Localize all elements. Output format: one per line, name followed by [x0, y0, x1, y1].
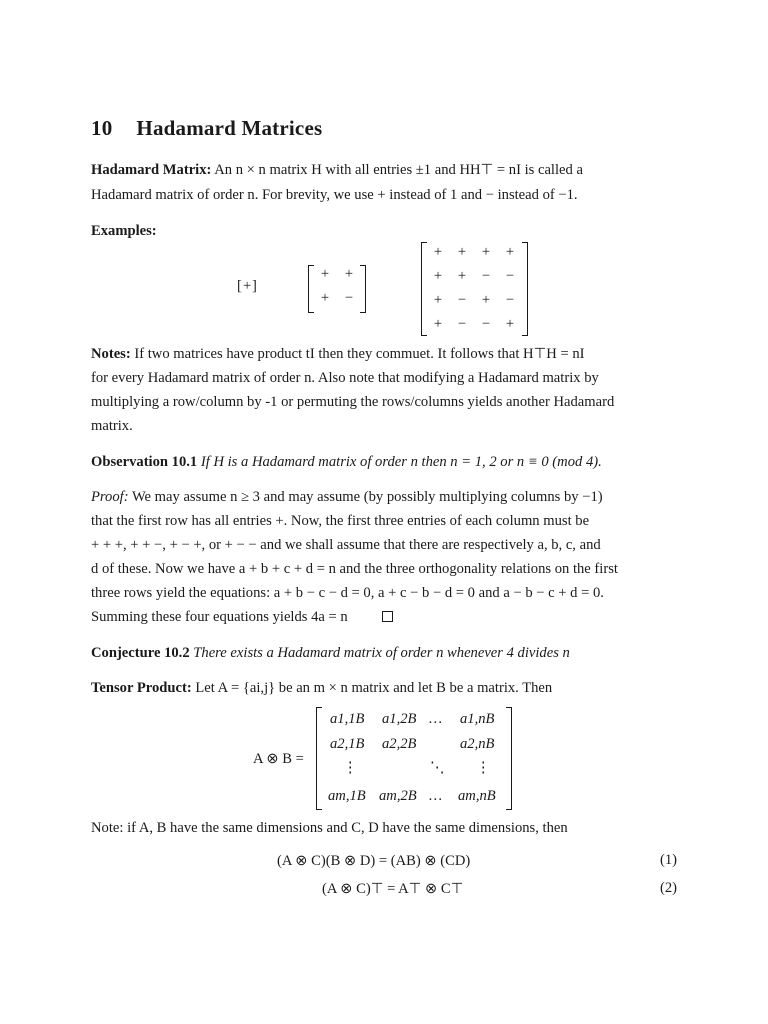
conjecture-10-2 [91, 641, 570, 665]
equation-1: (A ⊗ C)(B ⊗ D) = (AB) ⊗ (CD) [277, 853, 471, 869]
section-number: 10 [91, 116, 113, 140]
proof-text-1: We may assume n ≥ 3 and may assume (by possibly multiplying columns by −1) [131, 489, 603, 505]
right-bracket [522, 242, 528, 336]
matrix-cell: − [505, 292, 515, 308]
proof-text-4: d of these. Now we have a + b + c + d = n and the three orthogonality relations on the first [91, 561, 618, 577]
matrix-cell: a1,2B [382, 711, 417, 727]
left-bracket [316, 707, 322, 810]
tensor-block-matrix [316, 707, 512, 810]
matrix-cell: ⋮ [343, 760, 358, 776]
notes-label: Notes: [91, 346, 131, 362]
notes-line-4 [91, 414, 133, 438]
definition-line-2 [91, 183, 578, 207]
matrix-cell: a2,2B [382, 736, 417, 752]
note-text: Note: if A, B have the same dimensions and C, D have the same dimensions, then [91, 820, 568, 836]
definition-line-1 [91, 158, 583, 182]
observation-10-1 [91, 450, 602, 474]
matrix-cell: + [457, 244, 467, 260]
matrix-cell: + [481, 244, 491, 260]
section-title: Hadamard Matrices [136, 116, 323, 140]
proof-line-2 [91, 509, 589, 533]
notes-line-2 [91, 366, 599, 390]
proof-line-3 [91, 533, 601, 557]
notes-text-3: multiplying a row/column by -1 or permuting the rows/columns yields another Hadamard [91, 394, 615, 410]
tensor-product-line [91, 676, 552, 700]
matrix-cell: a2,1B [330, 736, 365, 752]
proof-label: Proof: [91, 489, 129, 505]
matrix-cell: + [433, 268, 443, 284]
matrix-cell: a1,nB [460, 711, 495, 727]
matrix-cell: a2,nB [460, 736, 495, 752]
left-bracket [308, 265, 314, 313]
left-bracket [421, 242, 427, 336]
equation-2: (A ⊗ C)⊤ = A⊤ ⊗ C⊤ [322, 881, 464, 897]
proof-text-3: + + +, + + −, + − +, or + − − and we shall assume that there are respectively a, b, c, and [91, 537, 601, 553]
conjecture-text: There exists a Hadamard matrix of order n whenever 4 divides n [193, 645, 570, 661]
observation-label: Observation 10.1 [91, 454, 198, 470]
notes-line-3 [91, 390, 614, 414]
matrix-cell: am,1B [328, 788, 366, 804]
matrix-cell: + [320, 290, 330, 306]
tensor-lhs: A ⊗ B = [253, 751, 304, 767]
matrix-cell: a1,1B [330, 711, 365, 727]
definition-text-2: Hadamard matrix of order n. For brevity, we use + instead of 1 and − instead of −1. [91, 187, 578, 203]
matrix-cell: − [481, 316, 491, 332]
matrix-cell: … [428, 788, 443, 804]
notes-text-2: for every Hadamard matrix of order n. Also note that modifying a Hadamard matrix by [91, 370, 599, 386]
matrix-cell: + [433, 316, 443, 332]
matrix-cell: + [320, 266, 330, 282]
right-bracket [360, 265, 366, 313]
matrix-cell: + [433, 244, 443, 260]
proof-text-5: three rows yield the equations: a + b − c − d = 0, a + c − b − d = 0 and a − b − c + d = 0. [91, 585, 604, 601]
equation-number-2: (2) [659, 880, 677, 896]
proof-line-1 [91, 485, 603, 509]
proof-text-2: that the first row has all entries +. Now, the first three entries of each column must be [91, 513, 590, 529]
example-matrix-2x2 [308, 265, 366, 313]
conjecture-label: Conjecture 10.2 [91, 645, 190, 661]
matrix-cell: ⋮ [476, 760, 491, 776]
proof-line-5 [91, 581, 604, 605]
proof-text-6: Summing these four equations yields 4a = n [91, 609, 348, 625]
matrix-cell: am,nB [458, 788, 496, 804]
notes-text-4: matrix. [91, 418, 133, 434]
matrix-cell: − [481, 268, 491, 284]
matrix-cell: + [433, 292, 443, 308]
matrix-cell: − [457, 292, 467, 308]
qed-square-icon [382, 611, 393, 622]
tensor-text: Let A = {ai,j} be an m × n matrix and let B be a matrix. Then [195, 680, 553, 696]
proof-line-6 [91, 605, 393, 629]
matrix-cell: + [481, 292, 491, 308]
example-matrix-1x1: [ + ] [237, 278, 257, 294]
equation-number-1: (1) [659, 852, 677, 868]
examples-label-row [91, 219, 157, 243]
matrix-cell: ⋱ [430, 760, 445, 776]
matrix-cell: + [344, 266, 354, 282]
examples-label: Examples: [91, 223, 157, 239]
matrix-cell: + [505, 316, 515, 332]
notes-text-1: If two matrices have product tI then they commuet. It follows that H⊤H = nI [134, 346, 585, 362]
observation-text: If H is a Hadamard matrix of order n then n = 1, 2 or n ≡ 0 (mod 4). [200, 454, 602, 470]
definition-text-1: An n × n matrix H with all entries ±1 and HH⊤ = nI is called a [214, 162, 583, 178]
matrix-cell: − [505, 268, 515, 284]
right-bracket [506, 707, 512, 810]
definition-label: Hadamard Matrix: [91, 162, 212, 178]
matrix-cell: − [344, 290, 354, 306]
tensor-label: Tensor Product: [91, 680, 192, 696]
matrix-cell: am,2B [379, 788, 417, 804]
proof-line-4 [91, 557, 618, 581]
section-heading [91, 116, 322, 141]
matrix-cell: + [457, 268, 467, 284]
matrix-cell: − [457, 316, 467, 332]
matrix-cell: … [428, 711, 443, 727]
note-line [91, 816, 568, 840]
matrix-cell: + [243, 278, 252, 294]
example-matrix-4x4 [421, 242, 528, 336]
matrix-cell: + [505, 244, 515, 260]
notes-line-1 [91, 342, 585, 366]
